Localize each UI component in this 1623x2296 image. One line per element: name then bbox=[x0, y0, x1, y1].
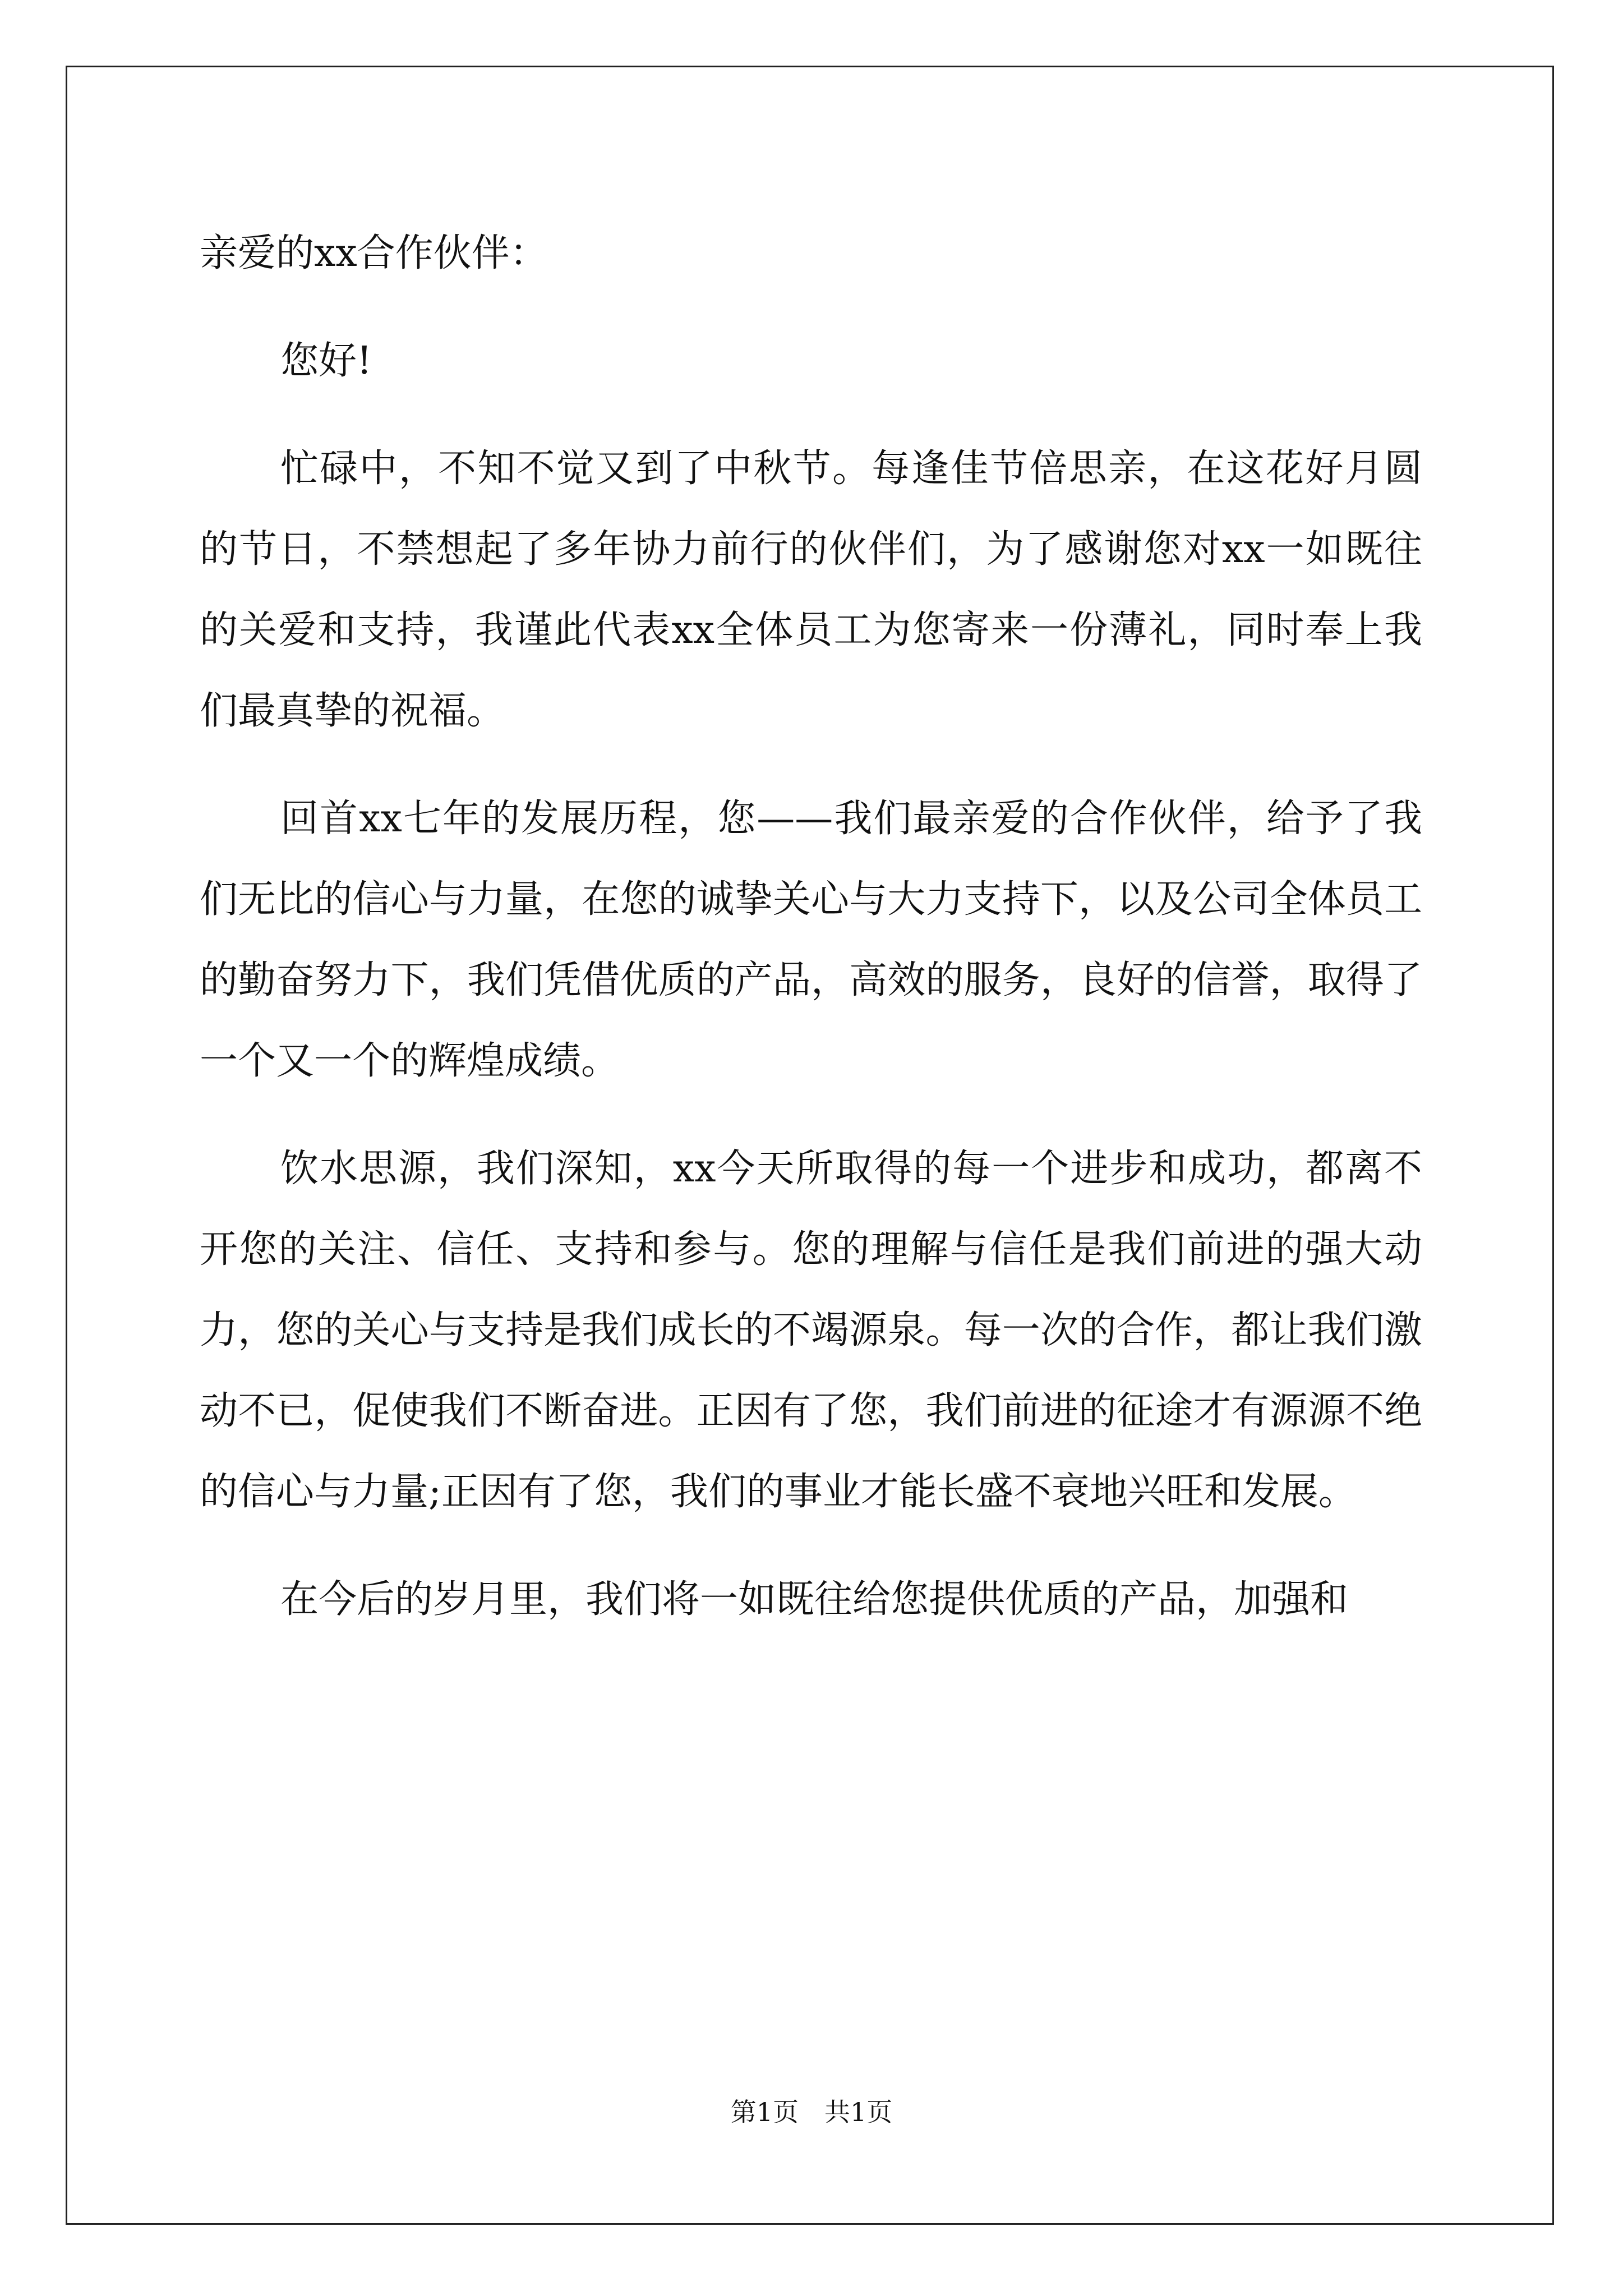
paragraph-4: 在今后的岁月里，我们将一如既往给您提供优质的产品，加强和 bbox=[280, 1577, 1349, 1622]
page-footer: 第1页 共1页 bbox=[730, 2097, 893, 2127]
paragraph-1: 忙碌中，不知不觉又到了中秋节。每逢佳节倍思亲，在这花好月圆的节日，不禁想起了多年协力前行的伙伴们，为了感谢您对xx一如既往的关爱和支持，我谨此代表xx全体员工为您寄来一份薄礼，同时奉上我们最真挚的祝福。 bbox=[200, 447, 1422, 733]
greeting: 您好! bbox=[280, 339, 372, 383]
paragraph-3: 饮水思源，我们深知，xx今天所取得的每一个进步和成功，都离不开您的关注、信任、支持和参与。您的理解与信任是我们前进的强大动力，您的关心与支持是我们成长的不竭源泉。每一次的合作，都让我们激动不已，促使我们不断奋进。正因有了您，我们前进的征途才有源源不绝的信心与力量;正因有了您，我们的事业才能长盛不衰地兴旺和发展。 bbox=[200, 1147, 1422, 1514]
salutation: 亲爱的xx合作伙伴： bbox=[200, 231, 548, 275]
paragraph-2: 回首xx七年的发展历程，您——我们最亲爱的合作伙伴，给予了我们无比的信心与力量，在您的诚挚关心与大力支持下，以及公司全体员工的勤奋努力下，我们凭借优质的产品，高效的服务，良好的信誉，取得了一个又一个的辉煌成绩。 bbox=[200, 797, 1422, 1083]
letter-body bbox=[200, 213, 1422, 1667]
